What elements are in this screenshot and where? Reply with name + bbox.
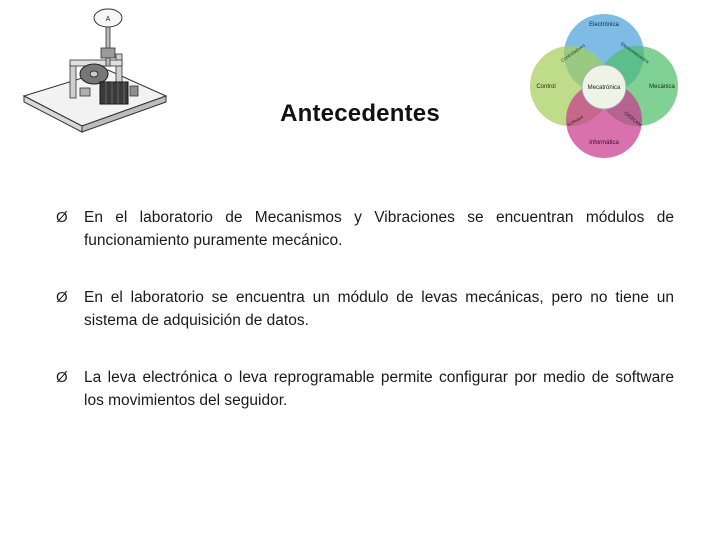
follower-rod — [106, 26, 110, 66]
arrow-bullet-icon: Ø — [56, 289, 68, 306]
venn-label-top-right: Electromecánica — [619, 41, 650, 65]
bullet-text: En el laboratorio se encuentra un módulo de levas mecánicas, pero no tiene un sistema de adquisición de datos. — [84, 289, 674, 329]
mechatronics-venn-diagram — [526, 8, 682, 160]
cam-mechanism-illustration — [20, 4, 170, 136]
bearing-block — [130, 86, 138, 96]
cam-hub — [90, 71, 98, 77]
slide-title: Antecedentes — [280, 100, 440, 127]
arrow-bullet-icon: Ø — [56, 369, 68, 386]
list-item — [56, 206, 674, 252]
list-item — [56, 366, 674, 412]
venn-label-left: Control — [536, 84, 556, 90]
bullet-text: La leva electrónica o leva reprogramable permite configurar por medio de software los movimientos del seguidor. — [84, 369, 674, 409]
venn-label-center: Mecatrónica — [587, 85, 621, 91]
arrow-bullet-icon: Ø — [56, 209, 68, 226]
list-item — [56, 286, 674, 332]
venn-label-top-left: Controladores — [560, 42, 587, 63]
venn-label-top: Electrónica — [589, 22, 619, 28]
bullet-text: En el laboratorio de Mecanismos y Vibraciones se encuentran módulos de funcionamiento puramente mecánico. — [84, 209, 674, 249]
venn-label-bottom-right: CAD/CAM — [623, 110, 643, 128]
venn-label-right: Mecánica — [649, 84, 675, 90]
frame-left-post — [70, 62, 76, 98]
bearing-block — [80, 88, 90, 96]
venn-label-bottom: Informática — [589, 140, 619, 146]
venn-label-bottom-left: Software — [566, 114, 585, 128]
follower-guide — [101, 48, 115, 58]
bullet-list — [56, 206, 674, 446]
top-disk-label: A — [105, 16, 111, 23]
